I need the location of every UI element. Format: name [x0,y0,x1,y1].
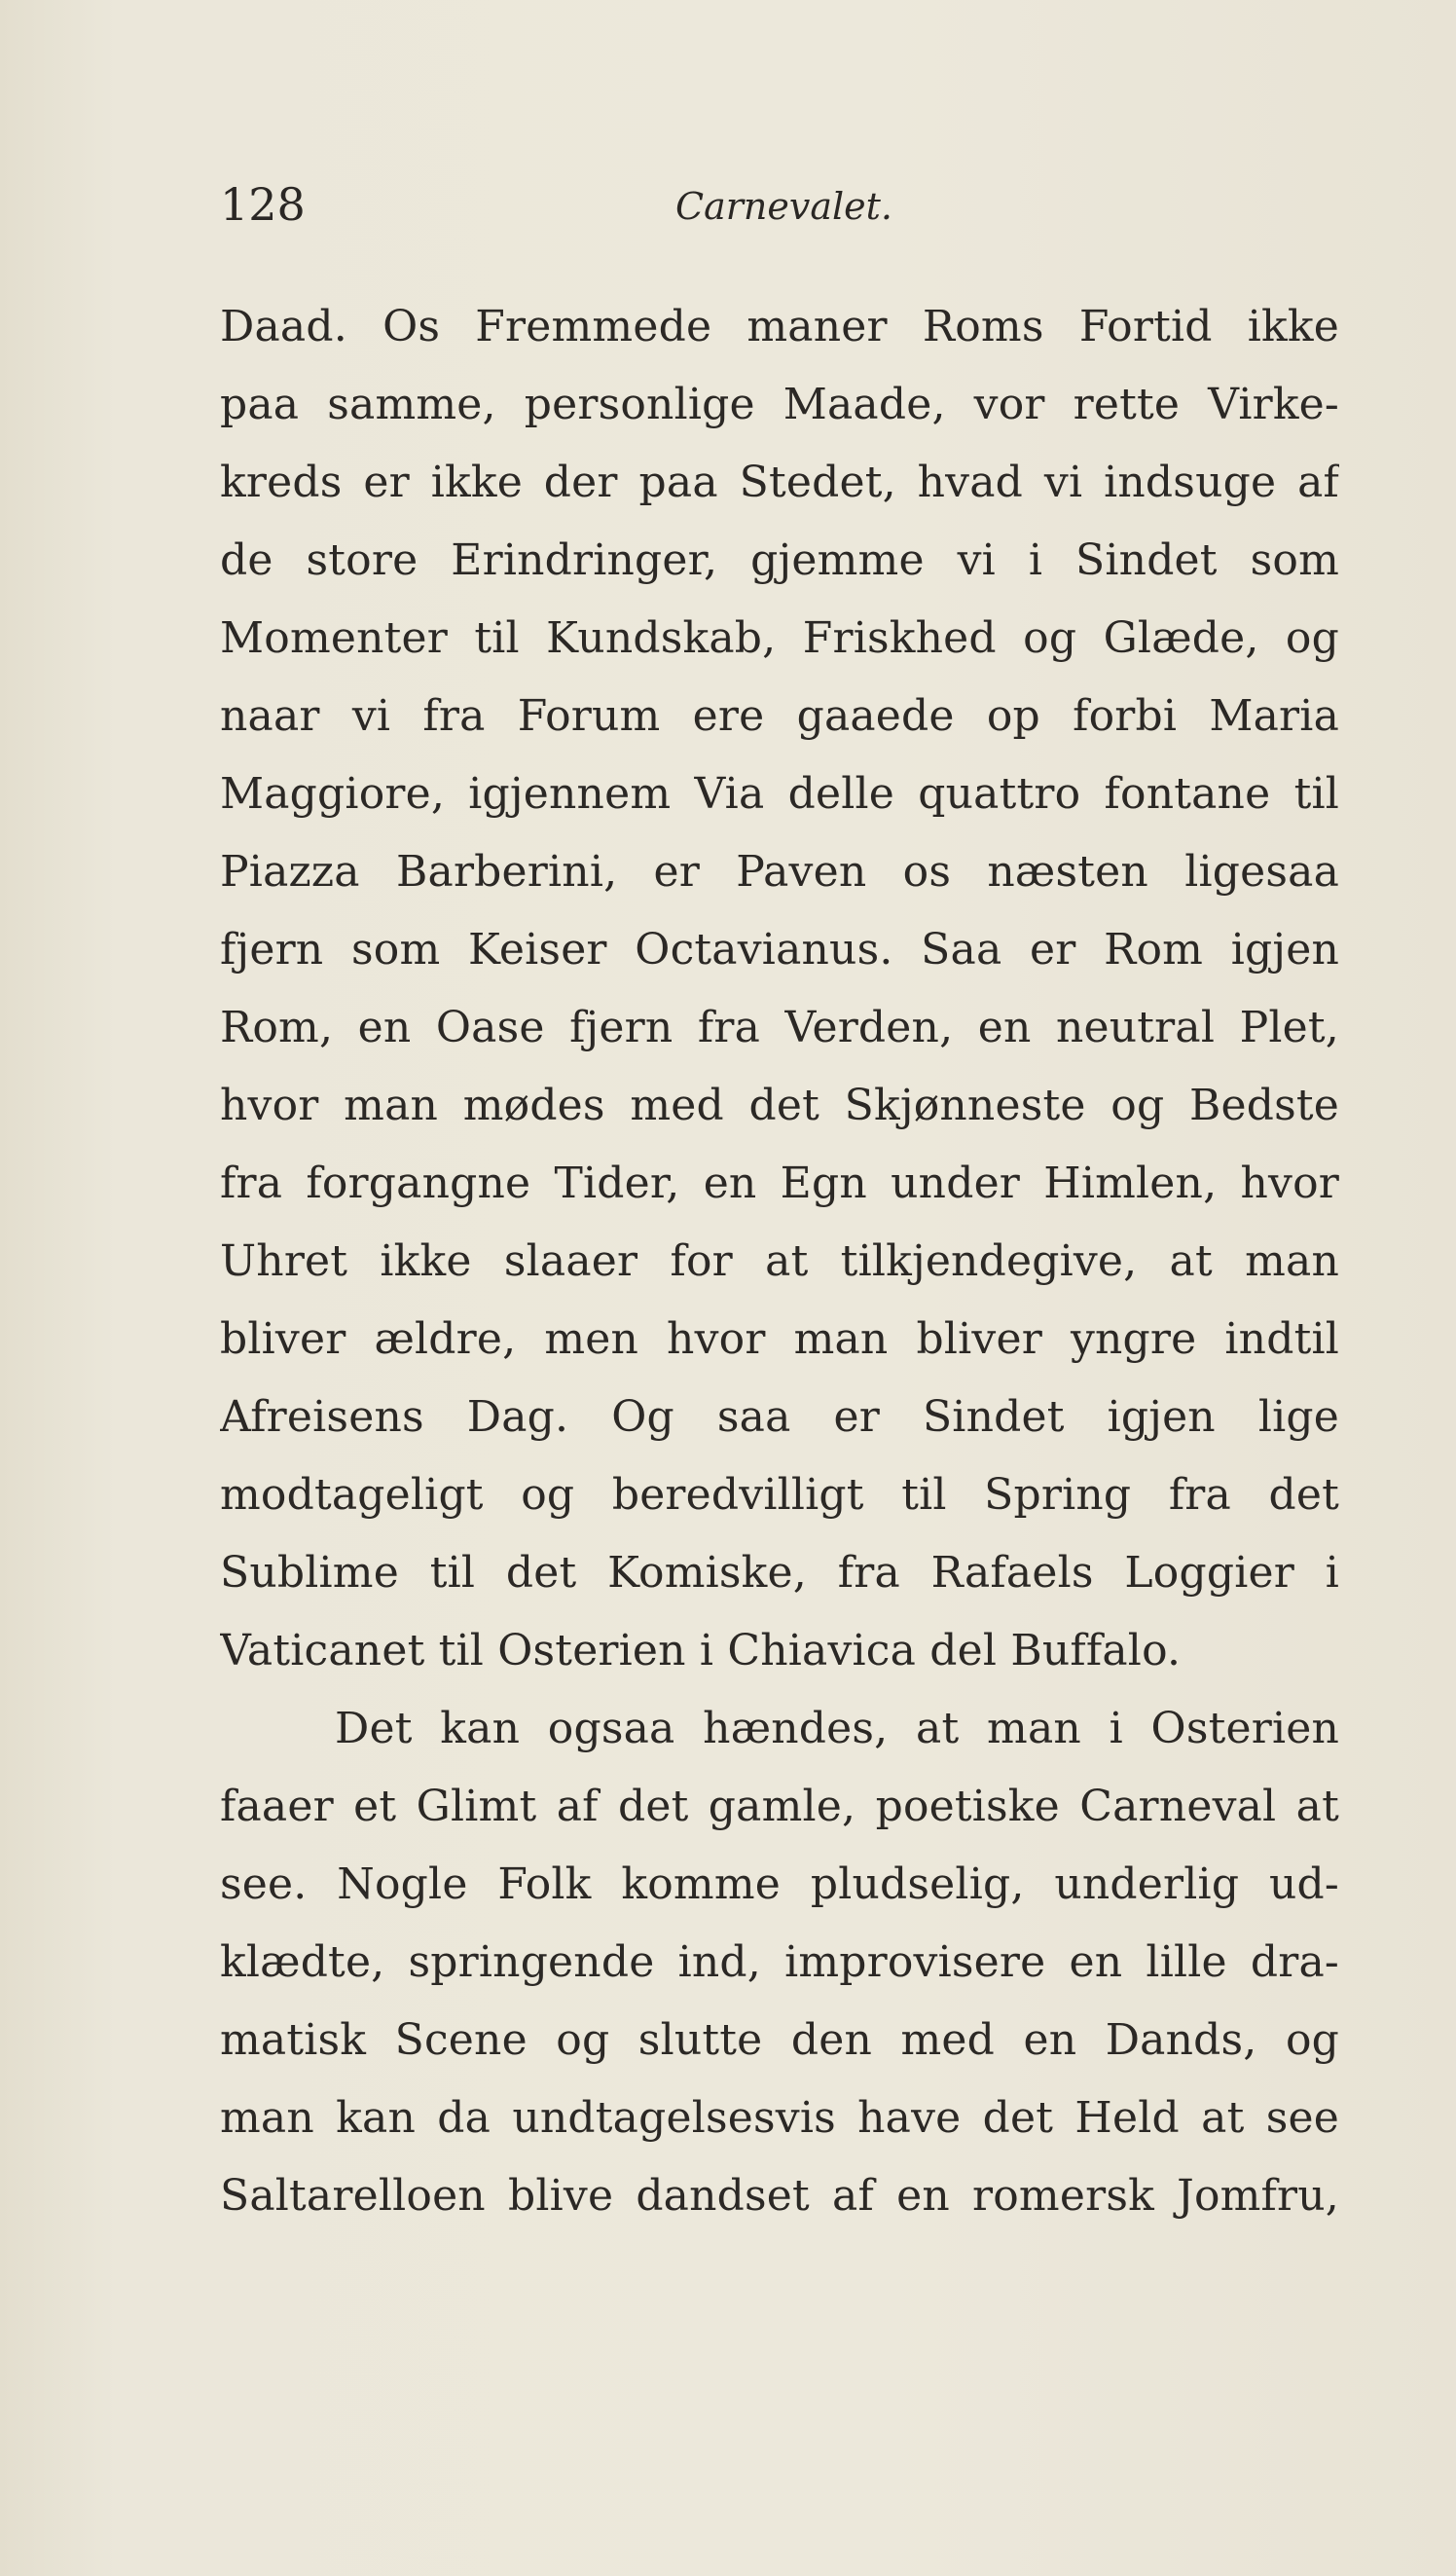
text-line: Maggiore, igjennem Via delle quattro fontane til [220,769,1339,819]
text-line: man kan da undtagelsesvis have det Held at see [220,2093,1339,2143]
text-line: naar vi fra Forum ere gaaede op forbi Maria [220,691,1339,741]
text-line: Saltarelloen blive dandset af en romersk Jomfru, [220,2171,1339,2221]
text-line: bliver ældre, men hvor man bliver yngre indtil [220,1314,1339,1364]
text-line: kreds er ikke der paa Stedet, hvad vi indsuge af [220,458,1339,507]
paragraph [220,1690,1339,2235]
text-line: hvor man mødes med det Skjønneste og Bedste [220,1081,1339,1130]
text-line: Piazza Barberini, er Paven os næsten ligesaa [220,847,1339,897]
text-line: fra forgangne Tider, en Egn under Himlen, hvor [220,1159,1339,1208]
text-line: de store Erindringer, gjemme vi i Sindet som [220,535,1339,585]
text-line: see. Nogle Folk komme pludselig, underlig ud- [220,1859,1339,1909]
paragraph [220,288,1339,1690]
text-line: Uhret ikke slaaer for at tilkjendegive, at man [220,1236,1339,1286]
text-line: Rom, en Oase fjern fra Verden, en neutral Plet, [220,1003,1339,1052]
text-line: fjern som Keiser Octavianus. Saa er Rom igjen [220,925,1339,975]
text-line: Daad. Os Fremmede maner Roms Fortid ikke [220,302,1339,351]
text-line: Det kan ogsaa hændes, at man i Osterien [335,1704,1339,1753]
text-line: Afreisens Dag. Og saa er Sindet igjen lige [220,1392,1339,1442]
text-line: Momenter til Kundskab, Friskhed og Glæde, og [220,613,1339,663]
text-line: klædte, springende ind, improvisere en lille dra- [220,1937,1339,1987]
text-line: paa samme, personlige Maade, vor rette Virke- [220,380,1339,429]
text-line: Sublime til det Komiske, fra Rafaels Loggier i [220,1548,1339,1598]
text-line: Vaticanet til Osterien i Chiavica del Buffalo. [220,1626,1182,1675]
page-number: 128 [220,178,306,231]
text-line: modtageligt og beredvilligt til Spring fra det [220,1470,1339,1520]
running-head: Carnevalet. [675,185,892,228]
page-header [220,175,1339,234]
body-text [220,288,1339,2235]
text-line: matisk Scene og slutte den med en Dands, og [220,2015,1339,2065]
text-line: faaer et Glimt af det gamle, poetiske Carneval at [220,1782,1339,1831]
